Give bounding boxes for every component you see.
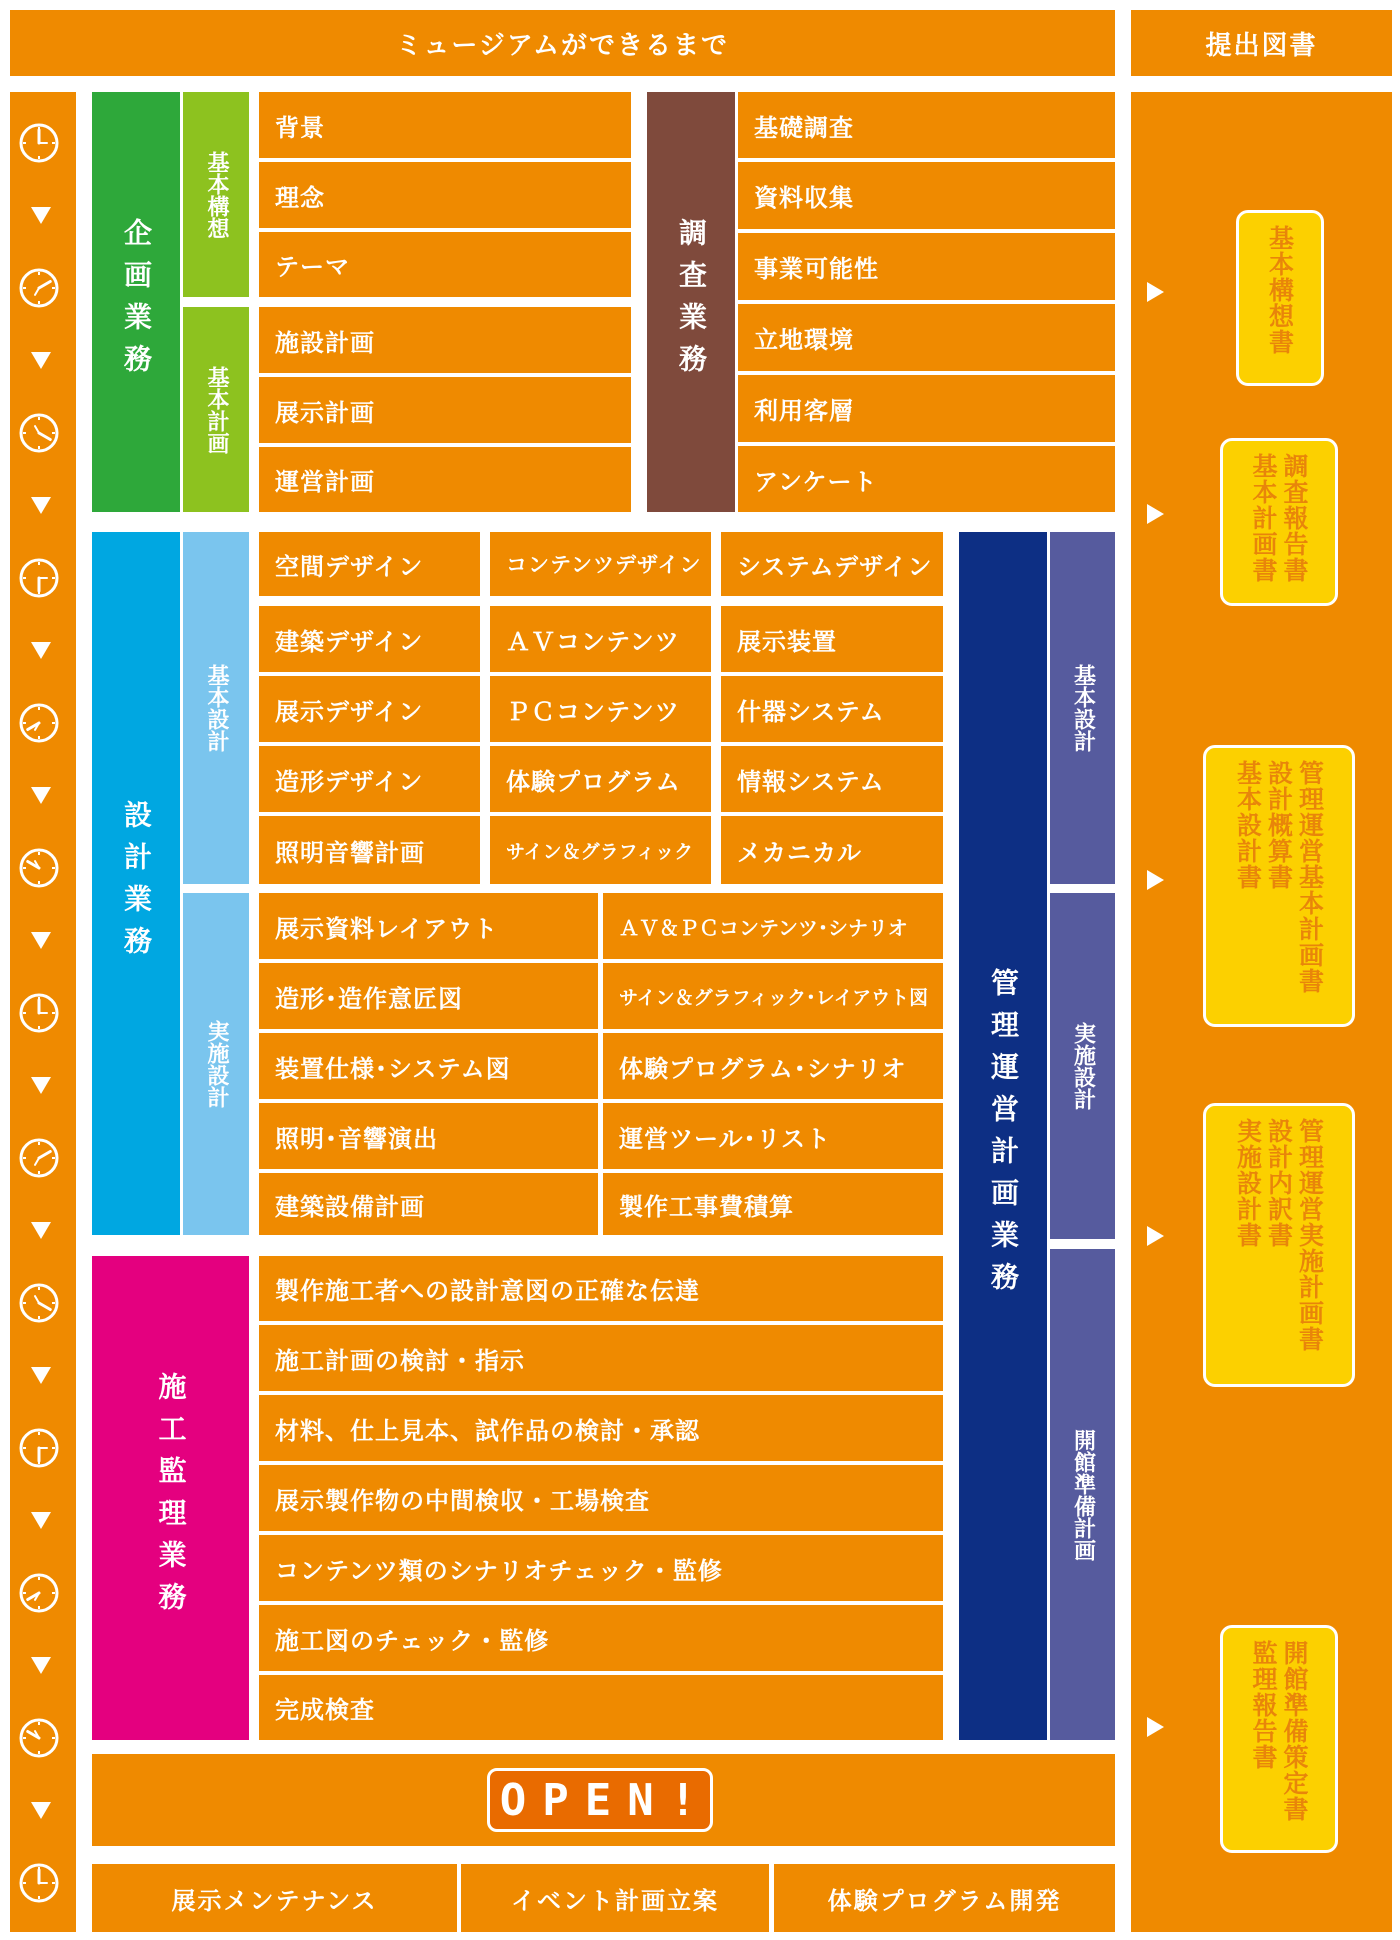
impl-item: 運営ツール･リスト — [603, 1103, 943, 1169]
design-item: 照明音響計画 — [259, 816, 480, 884]
design-item: サイン＆グラフィック — [490, 816, 711, 884]
research-item: 基礎調査 — [738, 92, 1115, 158]
impl-item: 造形･造作意匠図 — [259, 963, 598, 1029]
clock-icon — [18, 1717, 60, 1759]
document-badge — [1203, 745, 1355, 1027]
right-arrow-icon — [1147, 282, 1164, 302]
design-item: 展示装置 — [721, 606, 943, 672]
document-title: 基本構想書 — [1265, 225, 1295, 355]
design-item: 体験プログラム — [490, 746, 711, 812]
clock-icon — [18, 122, 60, 164]
design-column-head: 空間デザイン — [259, 532, 480, 596]
document-title: 調査報告書 — [1280, 453, 1309, 583]
planning-item: 施設計画 — [259, 307, 631, 373]
right-arrow-icon — [1147, 504, 1164, 524]
down-arrow-icon — [31, 1077, 51, 1094]
supervision-item: 施工図のチェック・監修 — [259, 1605, 943, 1671]
planning-item: 運営計画 — [259, 447, 631, 512]
after-item: 展示メンテナンス — [92, 1864, 457, 1932]
down-arrow-icon — [31, 1222, 51, 1239]
down-arrow-icon — [31, 1802, 51, 1819]
down-arrow-icon — [31, 1512, 51, 1529]
right-arrow-icon — [1147, 870, 1164, 890]
design-basic-label: 基本設計 — [183, 532, 249, 884]
design-item: 建築デザイン — [259, 606, 480, 672]
document-badge — [1220, 438, 1338, 606]
management-phase: 開館準備計画 — [1050, 1249, 1115, 1740]
clock-icon — [18, 412, 60, 454]
research-label: 調査業務 — [647, 92, 735, 512]
planning-item: 背景 — [259, 92, 631, 158]
planning-label: 企画業務 — [92, 92, 180, 512]
document-title: 監理報告書 — [1249, 1640, 1278, 1770]
design-item: 造形デザイン — [259, 746, 480, 812]
clock-icon — [18, 1572, 60, 1614]
down-arrow-icon — [31, 207, 51, 224]
management-phase: 実施設計 — [1050, 893, 1115, 1239]
document-title: 管理運営実施計画書 — [1295, 1118, 1325, 1352]
design-item: 什器システム — [721, 676, 943, 742]
research-item: 利用客層 — [738, 375, 1115, 442]
design-impl-label: 実施設計 — [183, 893, 249, 1235]
design-item: ＰＣコンテンツ — [490, 676, 711, 742]
document-title: 開館準備策定書 — [1280, 1640, 1309, 1822]
document-title: 設計内訳書 — [1264, 1118, 1294, 1248]
document-title: 基本計画書 — [1249, 453, 1278, 583]
document-badge — [1203, 1103, 1355, 1387]
planning-item: 展示計画 — [259, 377, 631, 443]
impl-item: ＡＶ＆ＰＣコンテンツ･シナリオ — [603, 893, 943, 959]
down-arrow-icon — [31, 1367, 51, 1384]
research-item: 資料収集 — [738, 162, 1115, 229]
design-column-head: コンテンツデザイン — [490, 532, 711, 596]
clock-icon — [18, 1282, 60, 1324]
clock-icon — [18, 702, 60, 744]
supervision-item: コンテンツ類のシナリオチェック・監修 — [259, 1535, 943, 1601]
clock-icon — [18, 557, 60, 599]
after-item: 体験プログラム開発 — [774, 1864, 1115, 1932]
down-arrow-icon — [31, 1657, 51, 1674]
document-title: 設計概算書 — [1264, 760, 1294, 890]
impl-item: 体験プログラム･シナリオ — [603, 1033, 943, 1099]
design-column-head: システムデザイン — [721, 532, 943, 596]
document-badge — [1220, 1625, 1338, 1853]
design-item: メカニカル — [721, 816, 943, 884]
design-label: 設計業務 — [92, 532, 180, 1235]
documents-header: 提出図書 — [1131, 10, 1392, 76]
impl-item: 建築設備計画 — [259, 1173, 598, 1235]
clock-icon — [18, 992, 60, 1034]
document-title: 管理運営基本計画書 — [1295, 760, 1325, 994]
supervision-item: 製作施工者への設計意図の正確な伝達 — [259, 1256, 943, 1321]
research-item: アンケート — [738, 446, 1115, 512]
management-label: 管理運営計画業務 — [959, 532, 1047, 1740]
design-item: 展示デザイン — [259, 676, 480, 742]
clock-icon — [18, 1137, 60, 1179]
down-arrow-icon — [31, 642, 51, 659]
kihon-kousou-label: 基本構想 — [183, 92, 249, 297]
supervision-item: 施工計画の検討・指示 — [259, 1325, 943, 1391]
down-arrow-icon — [31, 497, 51, 514]
right-arrow-icon — [1147, 1226, 1164, 1246]
management-phase: 基本設計 — [1050, 532, 1115, 884]
open-badge: OPEN! — [487, 1768, 713, 1832]
page-title: ミュージアムができるまで — [10, 10, 1115, 76]
planning-item: テーマ — [259, 232, 631, 297]
down-arrow-icon — [31, 932, 51, 949]
down-arrow-icon — [31, 352, 51, 369]
clock-icon — [18, 1862, 60, 1904]
clock-icon — [18, 847, 60, 889]
right-arrow-icon — [1147, 1717, 1164, 1737]
document-badge — [1236, 210, 1324, 386]
document-title: 基本設計書 — [1233, 760, 1263, 890]
research-item: 事業可能性 — [738, 233, 1115, 300]
supervision-item: 完成検査 — [259, 1675, 943, 1740]
down-arrow-icon — [31, 787, 51, 804]
supervision-item: 展示製作物の中間検収・工場検査 — [259, 1465, 943, 1531]
supervision-item: 材料、仕上見本、試作品の検討・承認 — [259, 1395, 943, 1461]
document-title: 実施設計書 — [1233, 1118, 1263, 1248]
supervision-label: 施工監理業務 — [92, 1256, 249, 1740]
impl-item: 製作工事費積算 — [603, 1173, 943, 1235]
kihon-keikaku-label: 基本計画 — [183, 307, 249, 512]
design-item: ＡＶコンテンツ — [490, 606, 711, 672]
impl-item: 展示資料レイアウト — [259, 893, 598, 959]
after-item: イベント計画立案 — [461, 1864, 769, 1932]
design-item: 情報システム — [721, 746, 943, 812]
planning-item: 理念 — [259, 162, 631, 228]
clock-icon — [18, 1427, 60, 1469]
research-item: 立地環境 — [738, 304, 1115, 371]
impl-item: サイン＆グラフィック･レイアウト図 — [603, 963, 943, 1029]
impl-item: 照明･音響演出 — [259, 1103, 598, 1169]
impl-item: 装置仕様･システム図 — [259, 1033, 598, 1099]
clock-icon — [18, 267, 60, 309]
